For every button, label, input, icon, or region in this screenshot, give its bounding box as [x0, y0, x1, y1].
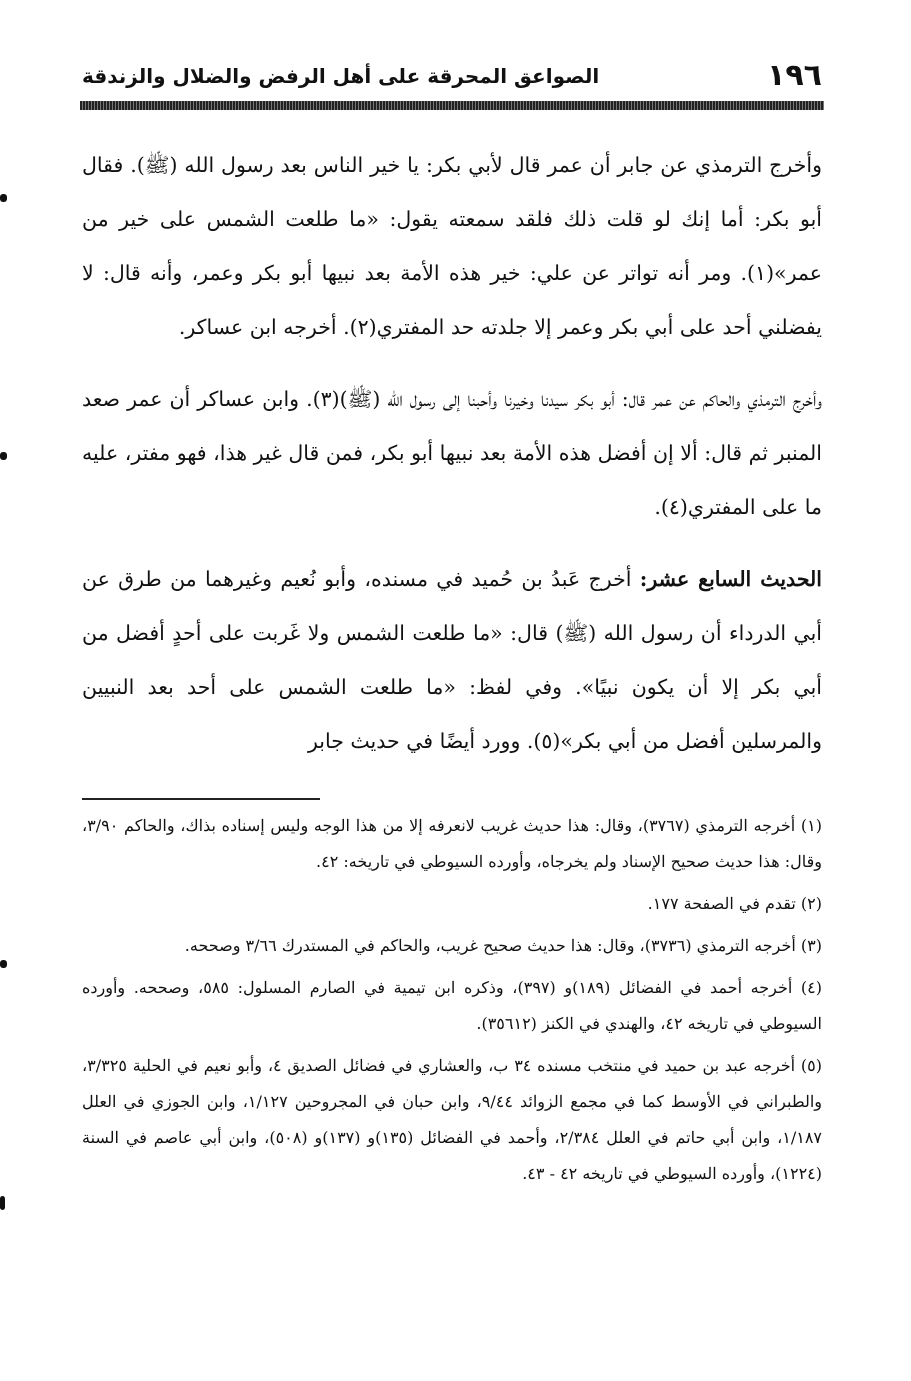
- paragraph: [82, 138, 822, 354]
- scan-margin-mark: [0, 194, 7, 202]
- paragraph-text: وأخرج الترمذي والحاكم عن عمر قال: أبو بكر سيدنا وخيرنا وأحبنا إلى رسول الله (ﷺ)(٣). وابن عساكر أن عمر صعد المنبر ثم قال: ألا إن أفضل هذه الأمة بعد نبيها أبو بكر، فمن قال غير هذا، فهو مفتر، عليه ما على المفتري(٤).: [82, 387, 823, 519]
- footnotes: [82, 808, 822, 1198]
- footnote: (٣) أخرجه الترمذي (٣٧٣٦)، وقال: هذا حديث صحيح غريب، والحاكم في المستدرك ٣/٦٦ وصححه.: [184, 936, 822, 955]
- paragraph: [82, 372, 822, 534]
- main-text: [82, 138, 822, 768]
- book-page: [82, 58, 822, 1318]
- scan-margin-mark: [0, 452, 7, 460]
- footnote-rule: [82, 798, 320, 800]
- paragraph-text: أخرج عَبدُ بن حُميد في مسنده، وأبو نُعيم وغيرهما من طرق عن أبي الدرداء أن رسول الله (ﷺ) قال: «ما طلعت الشمس ولا غَربت على أحدٍ أفضل من أبي بكر إلا أن يكون نبيًا». وفي لفظ: «ما طلعت الشمس على أحد بعد النبيين والمرسلين أفضل من أبي بكر»(٥). وورد أيضًا في حديث جابر: [82, 567, 822, 753]
- scan-margin-mark: [0, 960, 7, 968]
- scan-margin-mark: [0, 1196, 5, 1210]
- footnote: (١) أخرجه الترمذي (٣٧٦٧)، وقال: هذا حديث غريب لانعرفه إلا من هذا الوجه وليس إسناده بذاك، والحاكم ٣/٩٠، وقال: هذا حديث صحيح الإسناد ولم يخرجاه، وأورده السيوطي في تاريخه: ٤٢.: [82, 816, 823, 871]
- paragraph-text: وأخرج الترمذي عن جابر أن عمر قال لأبي بكر: يا خير الناس بعد رسول الله (ﷺ). فقال أبو بكر: أما إنك لو قلت ذلك فلقد سمعته يقول: «ما طلعت الشمس على خير من عمر»(١). ومر أنه تواتر عن علي: خير هذه الأمة بعد نبيها أبو بكر وعمر، وأنه قال: لا يفضلني أحد على أبي بكر وعمر إلا جلدته حد المفتري(٢). أخرجه ابن عساكر.: [82, 153, 822, 339]
- footnote: (٤) أخرجه أحمد في الفضائل (١٨٩)و (٣٩٧)، وذكره ابن تيمية في الصارم المسلول: ٥٨٥، وصححه. وأورده السيوطي في تاريخه ٤٢، والهندي في الكنز (٣٥٦١٢).: [82, 978, 823, 1033]
- book-title: الصواعق المحرقة على أهل الرفض والضلال والزندقة: [82, 64, 600, 88]
- footnote: (٥) أخرجه عبد بن حميد في منتخب مسنده ٣٤ ب، والعشاري في فضائل الصديق ٤، وأبو نعيم في الحلية ٣/٣٢٥، والطبراني في الأوسط كما في مجمع الزوائد ٩/٤٤، وابن حبان في المجروحين ١/١٢٧، وابن الجوزي في العلل ١/١٨٧، وابن أبي حاتم في العلل ٢/٣٨٤، وأحمد في الفضائل (١٣٥)و (١٣٧)و (٥٠٨)، وابن أبي عاصم في السنة (١٢٢٤)، وأورده السيوطي في تاريخه ٤٢ - ٤٣.: [82, 1056, 823, 1183]
- paragraph: [82, 552, 822, 768]
- hadith-heading: الحديث السابع عشر:: [639, 567, 822, 591]
- page-number: ١٩٦: [767, 58, 822, 93]
- running-header: [82, 58, 822, 94]
- footnote: (٢) تقدم في الصفحة ١٧٧.: [647, 894, 822, 913]
- header-rule: [80, 101, 824, 110]
